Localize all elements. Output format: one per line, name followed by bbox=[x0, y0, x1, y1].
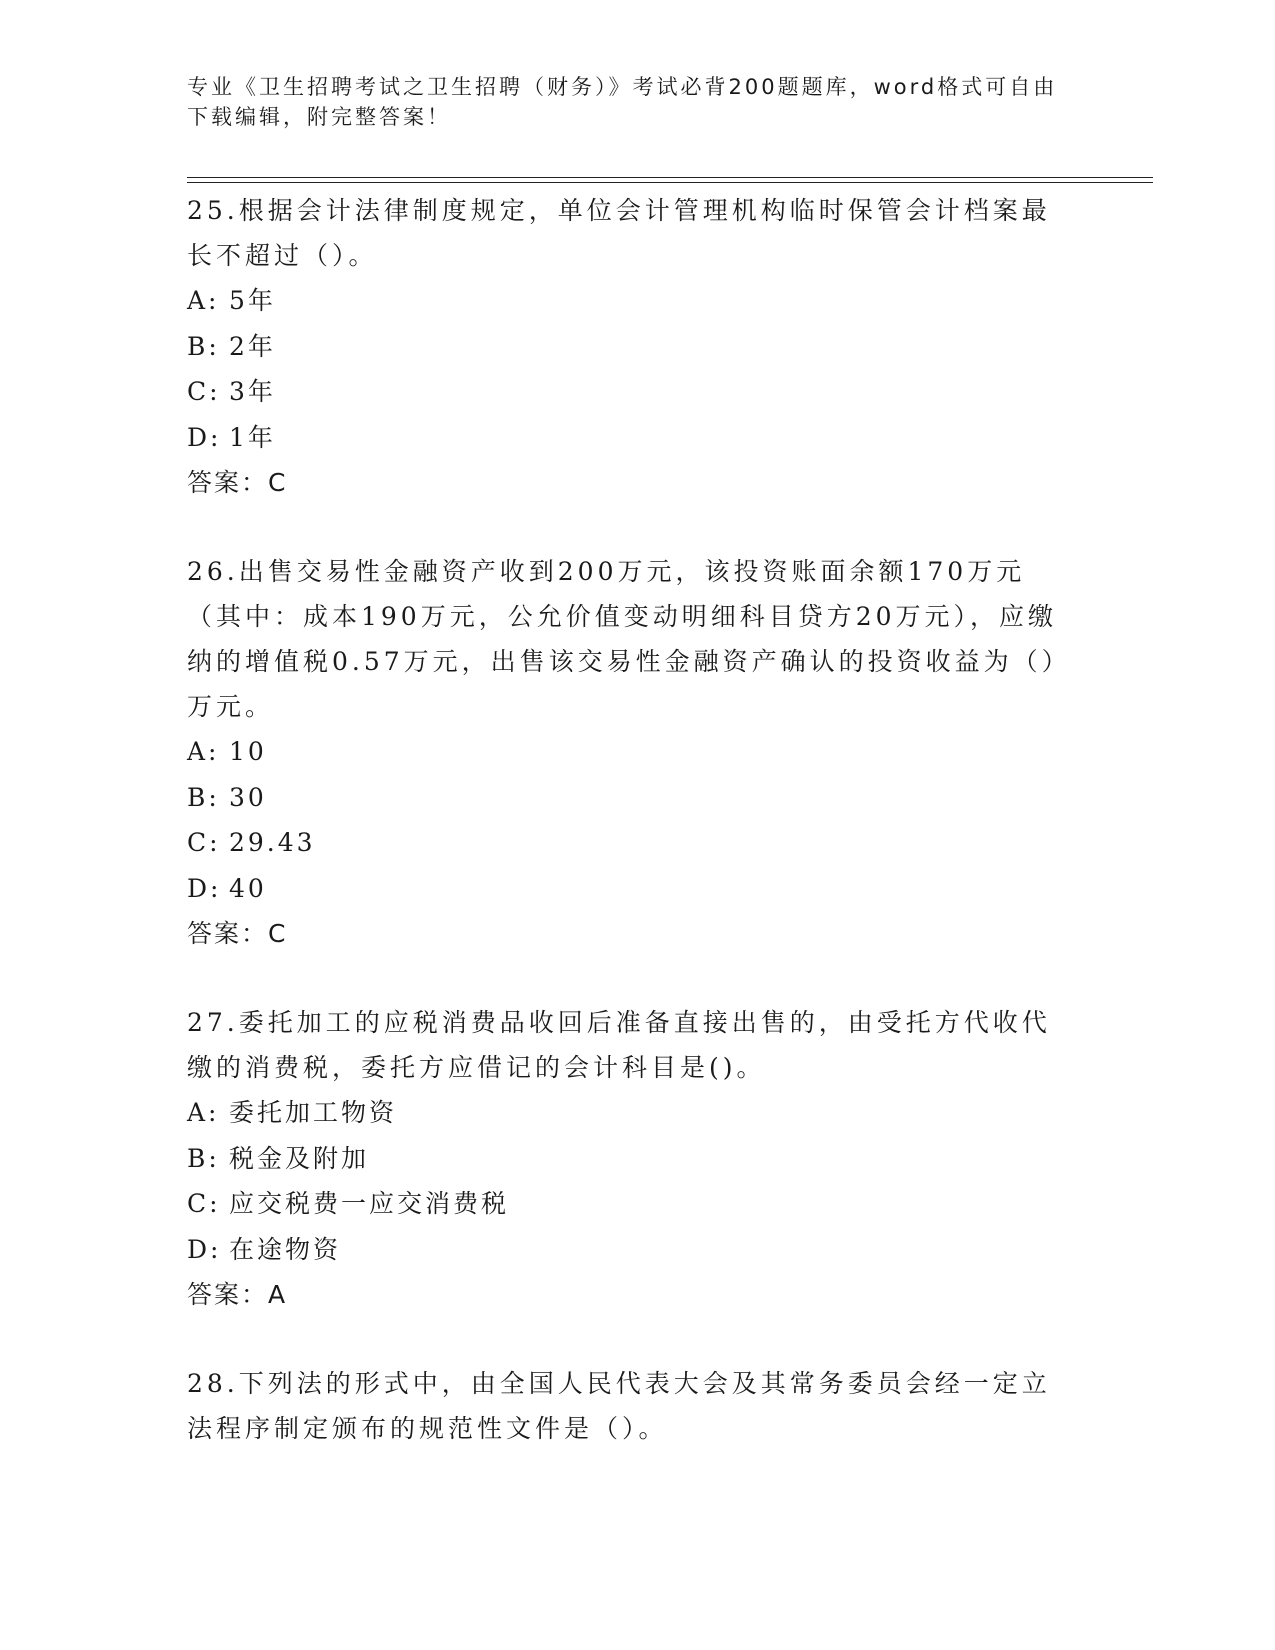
option-b bbox=[187, 324, 1067, 370]
option-text: 应交税费一应交消费税 bbox=[229, 1189, 510, 1218]
option-a bbox=[187, 1090, 1067, 1136]
option-letter: B: bbox=[187, 1143, 220, 1173]
option-text: 2年 bbox=[229, 331, 276, 361]
option-text: 1年 bbox=[229, 422, 276, 452]
option-letter: C: bbox=[187, 828, 221, 857]
option-text: 29.43 bbox=[229, 828, 316, 857]
question-25 bbox=[187, 188, 1067, 505]
question-27 bbox=[187, 1000, 1067, 1317]
option-letter: B: bbox=[187, 782, 220, 812]
option-c bbox=[187, 1181, 1067, 1227]
question-26 bbox=[187, 549, 1067, 956]
option-text: 3年 bbox=[229, 377, 276, 406]
question-list bbox=[187, 188, 1067, 1495]
option-d bbox=[187, 1227, 1067, 1273]
option-text: 40 bbox=[229, 873, 267, 903]
option-text: 委托加工物资 bbox=[229, 1098, 398, 1127]
answer-line: 答案：C bbox=[187, 919, 288, 948]
answer-line: 答案：A bbox=[187, 1280, 288, 1309]
option-a bbox=[187, 278, 1067, 324]
option-letter: B: bbox=[187, 331, 220, 361]
option-text: 5年 bbox=[229, 286, 276, 315]
header-divider-top bbox=[187, 177, 1153, 178]
question-stem: 26.出售交易性金融资产收到200万元，该投资账面余额170万元（其中：成本190万元，公允价值变动明细科目贷方20万元），应缴纳的增值税0.57万元，出售该交易性金融资产确认的投资收益为（）万元。 bbox=[187, 557, 1059, 721]
option-d bbox=[187, 866, 1067, 912]
option-letter: A: bbox=[187, 1098, 220, 1127]
option-letter: C: bbox=[187, 377, 221, 406]
option-letter: D: bbox=[187, 873, 222, 903]
option-b bbox=[187, 775, 1067, 821]
option-c bbox=[187, 820, 1067, 866]
option-c bbox=[187, 369, 1067, 415]
question-stem: 27.委托加工的应税消费品收回后准备直接出售的，由受托方代收代缴的消费税，委托方应借记的会计科目是()。 bbox=[187, 1008, 1051, 1082]
question-28 bbox=[187, 1361, 1067, 1451]
option-text: 30 bbox=[229, 782, 267, 812]
option-letter: A: bbox=[187, 286, 220, 315]
option-d bbox=[187, 415, 1067, 461]
option-a bbox=[187, 729, 1067, 775]
option-text: 税金及附加 bbox=[229, 1143, 370, 1173]
option-text: 在途物资 bbox=[229, 1234, 342, 1264]
question-stem: 28.下列法的形式中，由全国人民代表大会及其常务委员会经一定立法程序制定颁布的规范性文件是（）。 bbox=[187, 1369, 1051, 1443]
option-b bbox=[187, 1136, 1067, 1182]
option-text: 10 bbox=[229, 737, 267, 766]
header-intro: 专业《卫生招聘考试之卫生招聘（财务）》考试必背200题题库，word格式可自由下载编辑，附完整答案！ bbox=[187, 75, 1058, 129]
option-letter: C: bbox=[187, 1189, 221, 1218]
option-letter: A: bbox=[187, 737, 220, 766]
question-stem: 25.根据会计法律制度规定，单位会计管理机构临时保管会计档案最长不超过（）。 bbox=[187, 196, 1051, 270]
option-letter: D: bbox=[187, 422, 222, 452]
answer-line: 答案：C bbox=[187, 468, 288, 497]
option-letter: D: bbox=[187, 1234, 222, 1264]
header-divider-bottom bbox=[187, 182, 1153, 183]
